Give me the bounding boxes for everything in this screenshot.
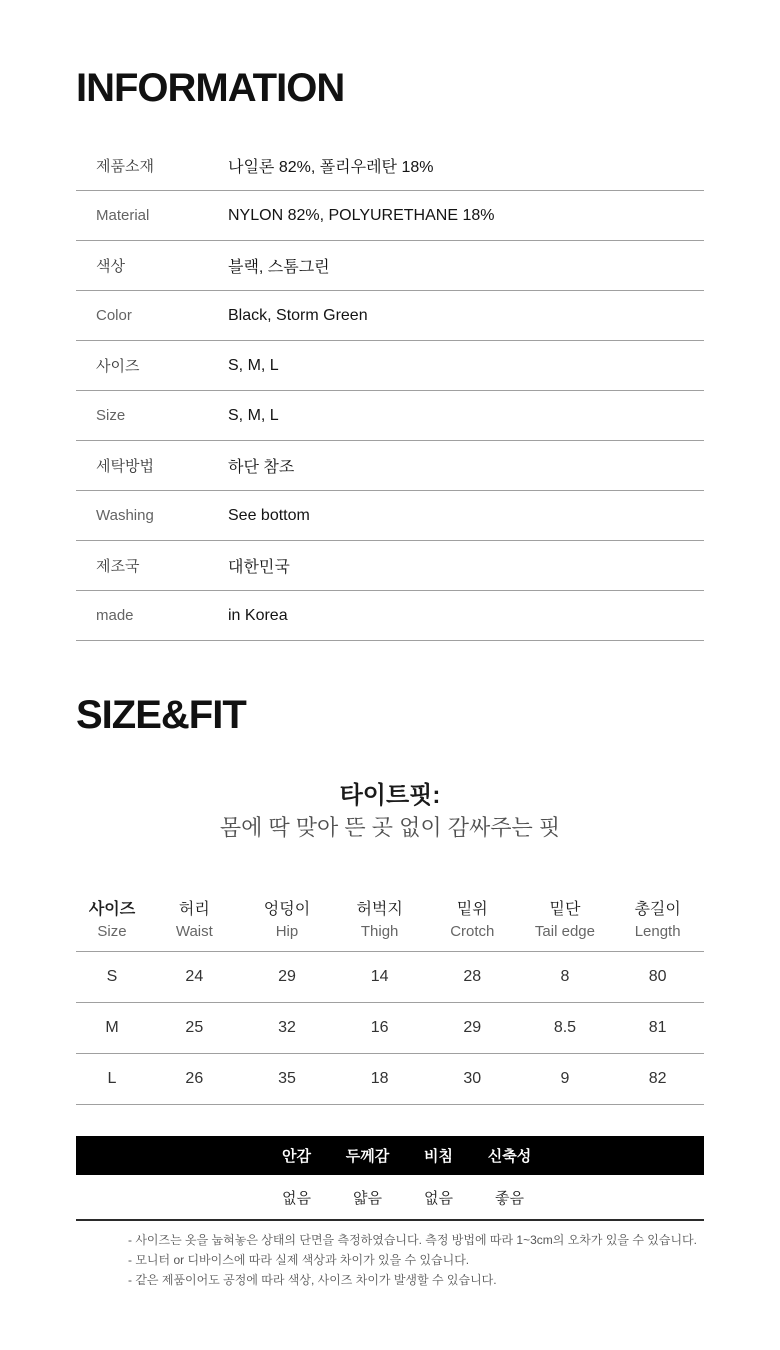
info-row-color-en [76, 291, 704, 341]
col-header-thigh: 허벅지 Thigh [333, 896, 426, 952]
fabric-property-values [76, 1175, 704, 1221]
sizefit-section-title: SIZE&FIT [76, 693, 246, 737]
disclaimer-notes [76, 1230, 704, 1290]
note-measurement: - 사이즈는 옷을 눕혀놓은 상태의 단면을 측정하였습니다. 측정 방법에 따라 1~3cm의 오차가 있을 수 있습니다. [128, 1233, 697, 1247]
measure-cell: 29 [426, 1003, 519, 1054]
measure-cell: 81 [611, 1003, 704, 1054]
measure-cell: 80 [611, 952, 704, 1003]
fabric-value-lining: 없음 [282, 1189, 311, 1207]
info-row-origin-en [76, 591, 704, 641]
measure-cell: 26 [148, 1054, 241, 1105]
note-display: - 모니터 or 디바이스에 따라 실제 색상과 차이가 있을 수 있습니다. [128, 1253, 470, 1267]
info-label: 사이즈 [96, 358, 140, 375]
measure-cell: 35 [241, 1054, 334, 1105]
measure-cell: 8.5 [519, 1003, 612, 1054]
info-label: made [96, 607, 134, 624]
info-label: Washing [96, 507, 154, 524]
info-label: Size [96, 407, 126, 424]
col-header-length: 총길이 Length [611, 896, 704, 952]
measure-cell: 32 [241, 1003, 334, 1054]
col-header-hip: 엉덩이 Hip [241, 896, 334, 952]
size-row-m [76, 1003, 704, 1054]
col-header-waist: 허리 Waist [148, 896, 241, 952]
fabric-header-lining: 안감 [282, 1148, 311, 1165]
fabric-header-sheerness: 비침 [424, 1148, 453, 1165]
info-value: 블랙, 스톰그린 [228, 259, 330, 276]
info-label: 제품소재 [96, 158, 154, 175]
info-row-washing-ko [76, 441, 704, 491]
size-cell: S [76, 952, 148, 1003]
fabric-header-thickness: 두께감 [345, 1148, 390, 1165]
col-header-tail-edge: 밑단 Tail edge [519, 896, 612, 952]
info-row-size-en [76, 391, 704, 441]
info-value: S, M, L [228, 406, 279, 424]
measure-cell: 25 [148, 1003, 241, 1054]
measure-cell: 8 [519, 952, 612, 1003]
measure-cell: 28 [426, 952, 519, 1003]
measure-cell: 14 [333, 952, 426, 1003]
info-label: Color [96, 307, 132, 324]
measure-cell: 16 [333, 1003, 426, 1054]
fit-description-block [76, 782, 704, 841]
fabric-property-table [76, 1136, 704, 1221]
info-label: Material [96, 207, 150, 224]
size-cell: L [76, 1054, 148, 1105]
info-value: 나일론 82%, 폴리우레탄 18% [228, 159, 434, 176]
info-row-origin-ko [76, 541, 704, 591]
info-value: 대한민국 [228, 559, 290, 576]
measure-cell: 9 [519, 1054, 612, 1105]
info-label: 색상 [96, 258, 125, 275]
info-row-color-ko [76, 241, 704, 291]
info-label: 제조국 [96, 558, 140, 575]
note-production: - 같은 제품이어도 공정에 따라 색상, 사이즈 차이가 발생할 수 있습니다. [128, 1273, 497, 1287]
col-header-size: 사이즈 Size [76, 896, 148, 952]
fabric-value-sheerness: 없음 [424, 1189, 453, 1207]
fit-type-description: 몸에 딱 맞아 뜬 곳 없이 감싸주는 핏 [219, 815, 561, 840]
fabric-values-spacer [76, 1197, 261, 1198]
size-row-l [76, 1054, 704, 1105]
info-label: 세탁방법 [96, 458, 154, 475]
fabric-header-spacer [76, 1155, 261, 1156]
fit-type-title: 타이트핏: [339, 782, 441, 809]
measure-cell: 82 [611, 1054, 704, 1105]
info-value: in Korea [228, 606, 288, 624]
product-detail-page [76, 0, 704, 1290]
info-row-size-ko [76, 341, 704, 391]
col-header-crotch: 밑위 Crotch [426, 896, 519, 952]
size-row-s [76, 952, 704, 1003]
info-value: NYLON 82%, POLYURETHANE 18% [228, 206, 495, 224]
information-table [76, 141, 704, 641]
measure-cell: 30 [426, 1054, 519, 1105]
measure-cell: 18 [333, 1054, 426, 1105]
info-row-washing-en [76, 491, 704, 541]
info-value: 하단 참조 [228, 459, 295, 476]
measure-cell: 24 [148, 952, 241, 1003]
size-cell: M [76, 1003, 148, 1054]
info-value: See bottom [228, 506, 310, 524]
fabric-value-thickness: 얇음 [353, 1189, 382, 1207]
size-chart-header-row [76, 896, 704, 952]
info-value: S, M, L [228, 356, 279, 374]
info-value: Black, Storm Green [228, 306, 368, 324]
info-row-material-ko [76, 141, 704, 191]
size-chart-table [76, 896, 704, 1105]
information-section-title: INFORMATION [76, 66, 345, 110]
fabric-value-stretch: 좋음 [495, 1189, 524, 1207]
measure-cell: 29 [241, 952, 334, 1003]
fabric-property-header [76, 1136, 704, 1175]
info-row-material-en [76, 191, 704, 241]
fabric-header-stretch: 신축성 [487, 1148, 532, 1165]
